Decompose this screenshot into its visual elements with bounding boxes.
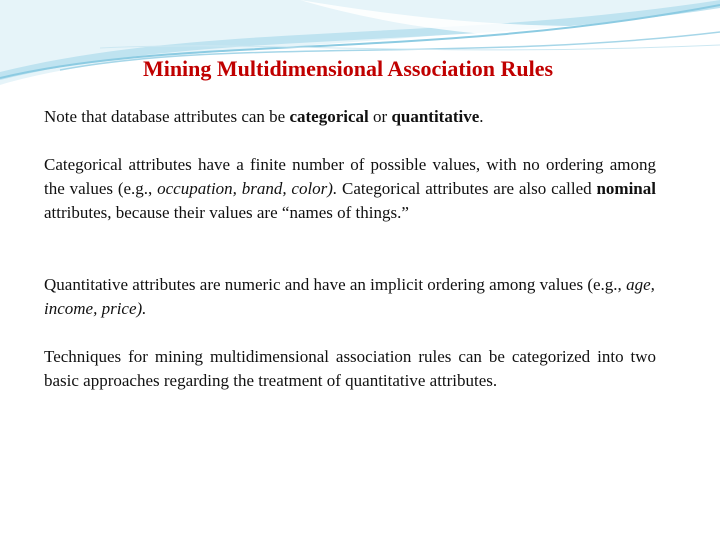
p2-nominal: nominal	[596, 179, 656, 198]
p1-categorical: categorical	[289, 107, 369, 126]
p1-text-c: or	[368, 107, 392, 126]
paragraph-attribute-types	[44, 105, 656, 129]
p2-text-c: attributes, because their values are “names of things.”	[44, 203, 409, 222]
p2-text-b: Categorical attributes are also called	[337, 179, 597, 198]
paragraph-techniques	[44, 345, 656, 393]
p4-text-a: Techniques for mining multidimensional association rules can be categorized into two basic approaches regarding the treatment of quantitative attributes.	[44, 347, 656, 390]
p2-examples: occupation, brand, color).	[157, 179, 338, 198]
paragraph-categorical	[44, 153, 656, 225]
p1-quantitative: quantitative	[391, 107, 480, 126]
p1-text-d: .	[479, 107, 484, 126]
p1-text-a: Note that database attributes can be	[44, 107, 290, 126]
p3-text-a: Quantitative attributes are numeric and have an implicit ordering among values (e.g.,	[44, 275, 627, 294]
slide-title: Mining Multidimensional Association Rules	[142, 56, 554, 81]
paragraph-quantitative	[44, 273, 656, 321]
p2-text-a: Categorical attributes have a finite number of possible values, with no ordering among the values (e.g.,	[44, 155, 656, 198]
p3-examples: age, income, price).	[44, 275, 655, 318]
